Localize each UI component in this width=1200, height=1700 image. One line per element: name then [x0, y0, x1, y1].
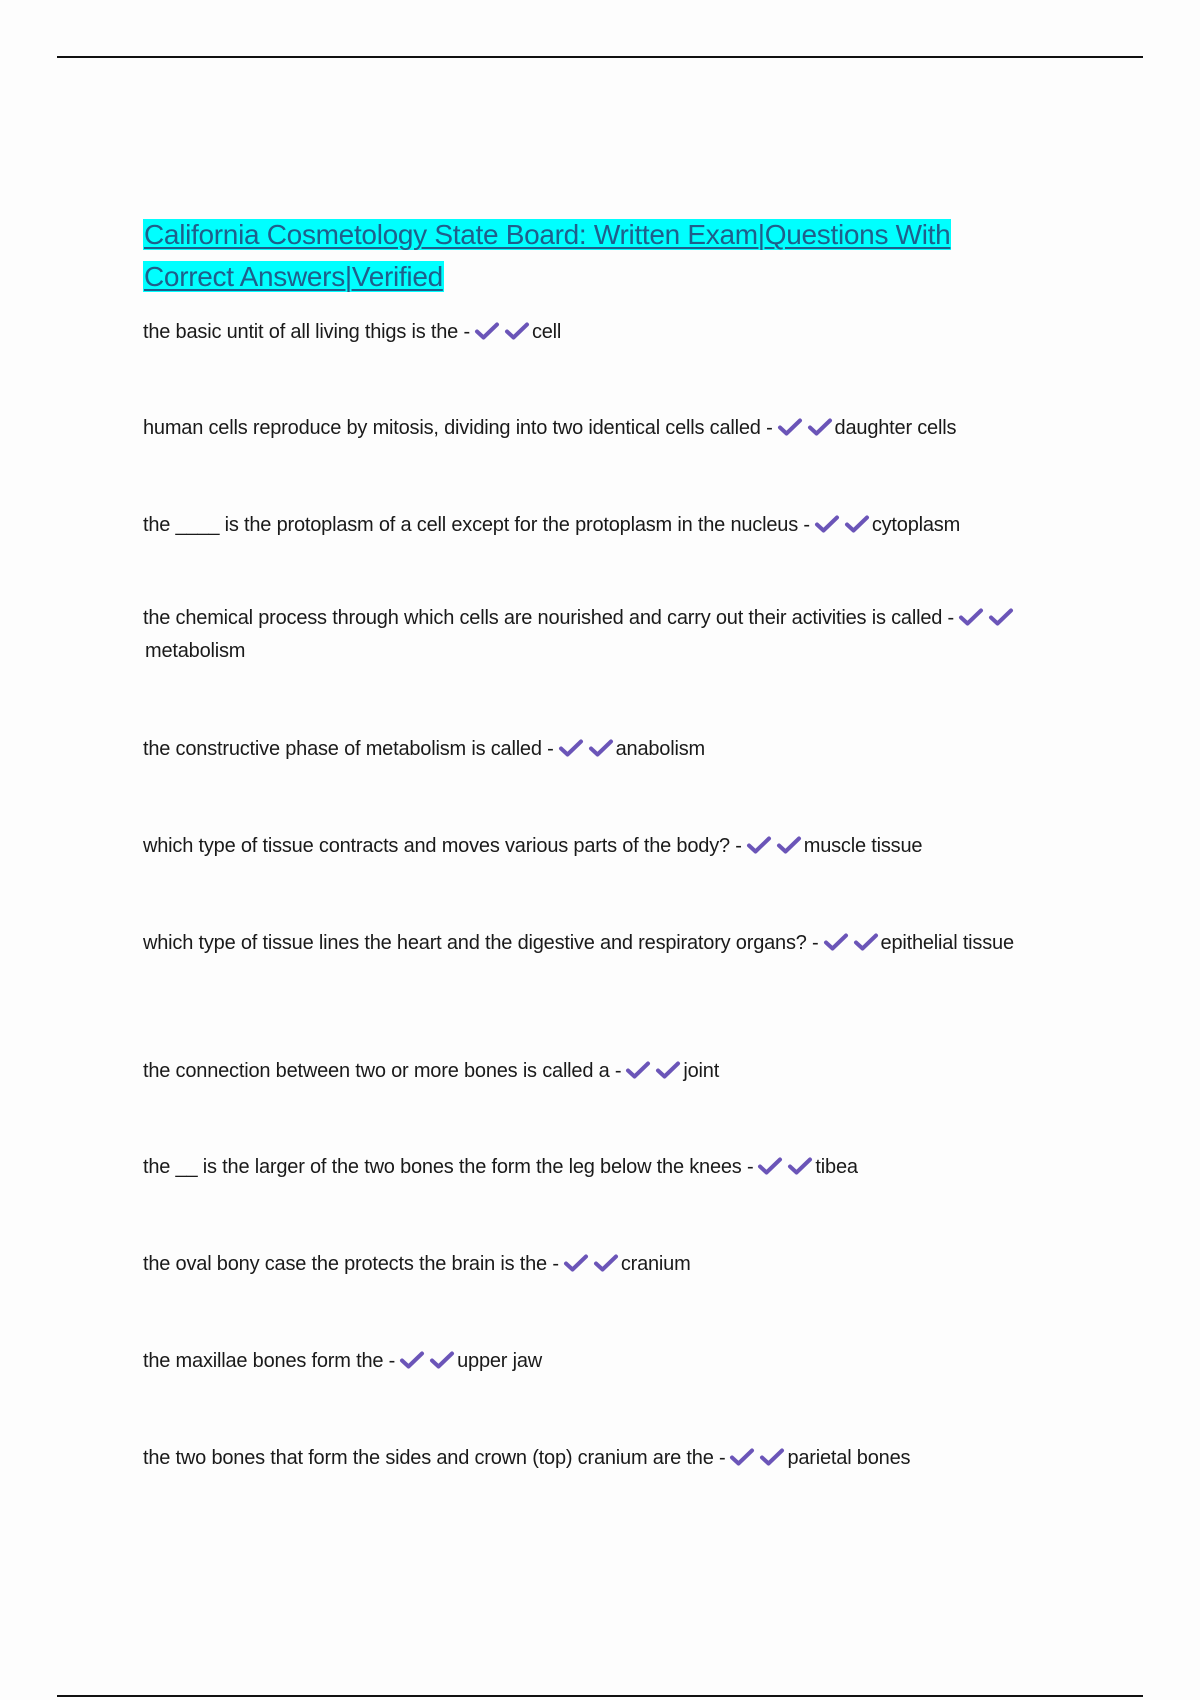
qa-item: [143, 1151, 1063, 1184]
qa-item: [143, 1442, 1063, 1475]
qa-item: [143, 830, 1063, 863]
answer-text: metabolism: [145, 640, 246, 662]
qa-item: [143, 412, 1063, 445]
check-icon: [474, 321, 500, 341]
check-icon: [429, 1350, 455, 1370]
qa-item: [143, 927, 1063, 960]
qa-item: [143, 1248, 1063, 1281]
header-rule: [57, 56, 1143, 58]
check-icon: [757, 1156, 783, 1176]
check-icon: [563, 1253, 589, 1273]
question-text: which type of tissue lines the heart and the digestive and respiratory organs? -: [143, 932, 819, 954]
answer-text: cranium: [620, 1253, 691, 1275]
check-icon: [807, 417, 833, 437]
question-text: the maxillae bones form the -: [143, 1350, 396, 1372]
question-text: human cells reproduce by mitosis, dividing into two identical cells called -: [143, 417, 773, 439]
question-text: the ____ is the protoplasm of a cell except for the protoplasm in the nucleus -: [143, 514, 810, 536]
answer-text: parietal bones: [787, 1447, 911, 1469]
answer-text: muscle tissue: [803, 835, 923, 857]
check-icon: [588, 738, 614, 758]
check-icon: [399, 1350, 425, 1370]
question-text: the constructive phase of metabolism is called -: [143, 738, 554, 760]
question-text: the basic untit of all living thigs is the -: [143, 321, 470, 343]
check-icon: [777, 417, 803, 437]
answer-text: epithelial tissue: [880, 932, 1014, 954]
answer-text: cell: [531, 321, 562, 343]
answer-text: joint: [683, 1060, 720, 1082]
check-icon: [558, 738, 584, 758]
question-text: the oval bony case the protects the brain is the -: [143, 1253, 559, 1275]
check-icon: [988, 607, 1014, 627]
answer-text: tibea: [815, 1156, 858, 1178]
check-icon: [625, 1060, 651, 1080]
qa-item: [143, 1345, 1063, 1378]
question-text: the chemical process through which cells are nourished and carry out their activities is called -: [143, 607, 954, 629]
qa-item: [143, 509, 1063, 542]
check-icon: [787, 1156, 813, 1176]
check-icon: [504, 321, 530, 341]
check-icon: [746, 835, 772, 855]
qa-item: [143, 733, 1063, 766]
qa-item: [143, 602, 1063, 668]
footer-rule: [57, 1695, 1143, 1697]
question-text: the connection between two or more bones is called a -: [143, 1060, 622, 1082]
check-icon: [844, 514, 870, 534]
answer-text: daughter cells: [834, 417, 957, 439]
question-text: the two bones that form the sides and crown (top) cranium are the -: [143, 1447, 726, 1469]
check-icon: [958, 607, 984, 627]
document-title-text: California Cosmetology State Board: Written Exam|Questions With Correct Answers|Verified: [144, 219, 951, 292]
question-text: which type of tissue contracts and moves various parts of the body? -: [143, 835, 742, 857]
answer-text: upper jaw: [457, 1350, 543, 1372]
qa-item: [143, 316, 1063, 349]
document-title: [143, 214, 1043, 298]
check-icon: [759, 1447, 785, 1467]
answer-text: anabolism: [615, 738, 705, 760]
check-icon: [655, 1060, 681, 1080]
question-text: the __ is the larger of the two bones the form the leg below the knees -: [143, 1156, 754, 1178]
qa-item: [143, 1055, 1063, 1088]
check-icon: [853, 932, 879, 952]
check-icon: [823, 932, 849, 952]
check-icon: [593, 1253, 619, 1273]
check-icon: [729, 1447, 755, 1467]
check-icon: [776, 835, 802, 855]
answer-text: cytoplasm: [871, 514, 961, 536]
check-icon: [814, 514, 840, 534]
